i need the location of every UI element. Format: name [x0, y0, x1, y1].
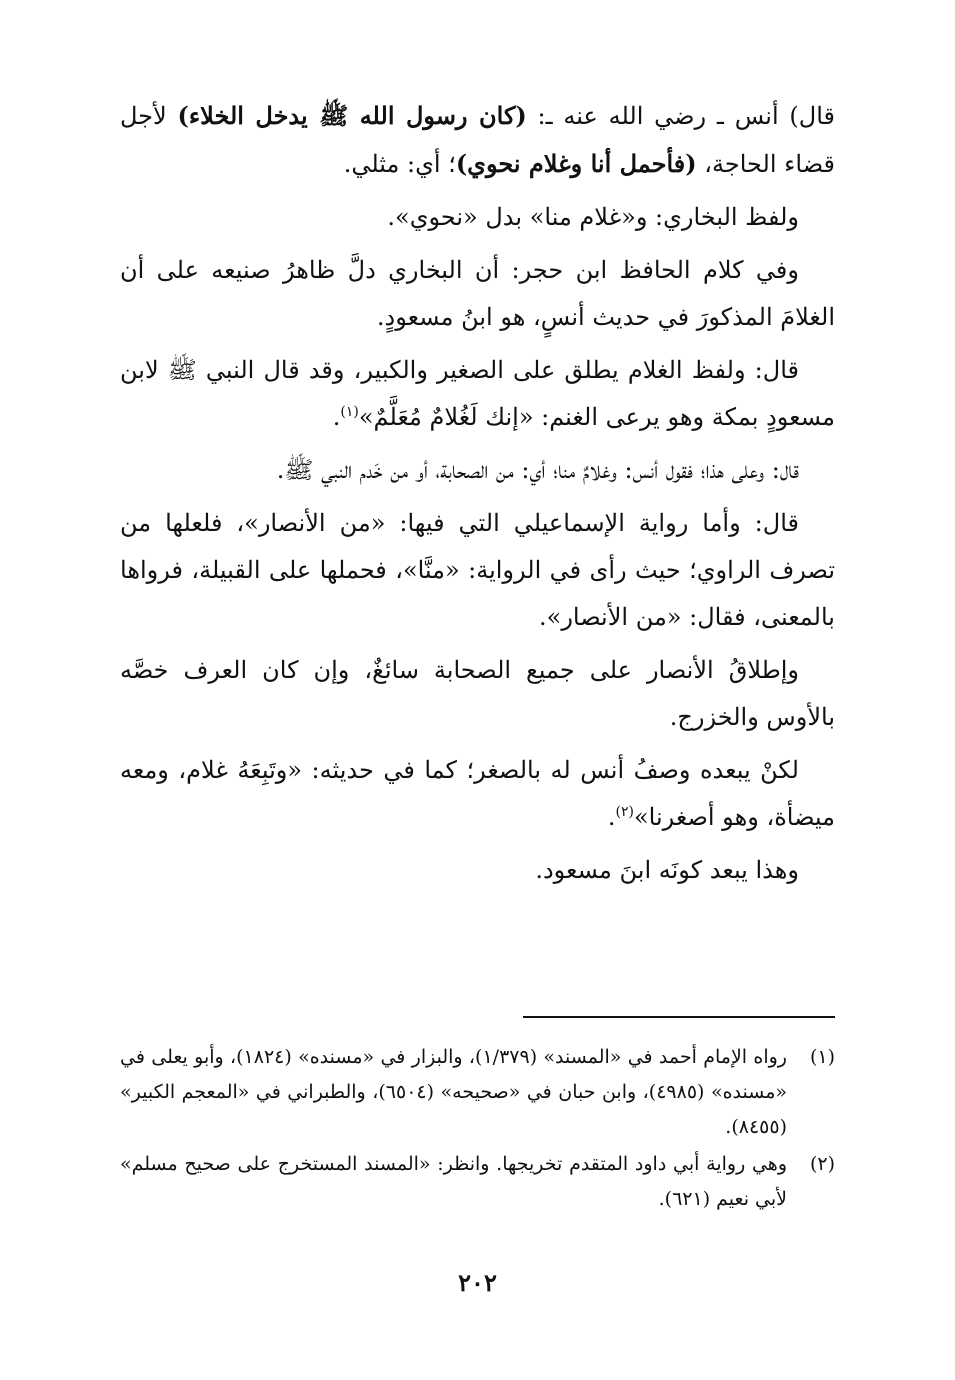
text-run: وإطلاقُ الأنصار على جميع الصحابة سائغٌ، وإن كان العرف خصَّه بالأوس والخزرج. — [120, 656, 835, 731]
footnote — [120, 1147, 835, 1217]
text-run: . — [607, 803, 616, 831]
text-run: ولفظ البخاري: و«غلام منا» بدل «نحوي». — [387, 203, 799, 231]
paragraph — [120, 247, 835, 341]
text-run: وفي كلام الحافظ ابن حجر: أن البخاري دلَّ ظاهرُ صنيعه على أن الغلامَ المذكورَ في حديث أنسٍ، هو ابنُ مسعودٍ. — [120, 256, 835, 331]
text-run: قال: وعلى هذا؛ فقول أنس: وغلامٌ منا؛ أي: من الصحابة، أو من خَدم النبي ﷺ. — [276, 456, 799, 484]
footnote-separator — [523, 1016, 835, 1018]
paragraph — [120, 500, 835, 641]
footnote — [120, 1040, 835, 1145]
text-run: ؛ أي: مثلي. — [343, 150, 456, 178]
bold-quote: (فأحمل أنا وغلام نحوي) — [455, 149, 697, 178]
footnote-ref: (١) — [340, 404, 359, 420]
bold-quote: (كان رسول الله ﷺ يدخل الخلاء) — [177, 101, 527, 130]
text-run: لكنْ يبعده وصفُ أنس له بالصغر؛ كما في حديثه: «وتَبِعَهُ غلام، ومعه ميضأة، وهو أصغرنا» — [120, 756, 835, 831]
footnotes — [120, 1040, 835, 1219]
main-text — [120, 92, 835, 900]
footnote-ref: (٢) — [615, 804, 634, 820]
footnote-number: (٢) — [809, 1153, 835, 1175]
paragraph — [120, 92, 835, 188]
paragraph — [120, 347, 835, 441]
text-run: قال: ولفظ الغلام يطلق على الصغير والكبير، وقد قال النبي ﷺ لابن مسعودٍ بمكة وهو يرعى الغنم: «إنك لَغُلامٌ مُعَلَّمٌ» — [120, 356, 835, 431]
paragraph — [120, 847, 835, 894]
footnote-text: وهي رواية أبي داود المتقدم تخريجها. وانظر: «المسند المستخرج على صحيح مسلم» لأبي نعيم (٦٢١). — [120, 1153, 787, 1210]
text-run: وهذا يبعد كونَه ابنَ مسعود. — [535, 856, 799, 884]
footnote-text: رواه الإمام أحمد في «المسند» (١/٣٧٩)، والبزار في «مسنده» (١٨٢٤)، وأبو يعلى في «مسنده» (٤٩٨٥)، وابن حبان في «صحيحه» (٦٥٠٤)، والطبراني في «المعجم الكبير» (٨٤٥٥). — [120, 1046, 787, 1138]
text-run: . — [332, 403, 341, 431]
text-run: قال) أنس ـ رضي الله عنه ـ: — [526, 102, 836, 130]
text-run: قال: وأما رواية الإسماعيلي التي فيها: «من الأنصار»، فلعلها من تصرف الراوي؛ حيث رأى في الرواية: «منَّا»، فحملها على القبيلة، فرواها بالمعنى، فقال: «من الأنصار». — [120, 509, 835, 631]
footnote-number: (١) — [809, 1046, 835, 1068]
paragraph — [120, 447, 835, 494]
text-run: لأجل قضاء الحاجة، — [120, 102, 835, 178]
page-number: ٢٠٢ — [458, 1268, 497, 1297]
paragraph — [120, 194, 835, 241]
paragraph — [120, 747, 835, 841]
paragraph — [120, 647, 835, 741]
